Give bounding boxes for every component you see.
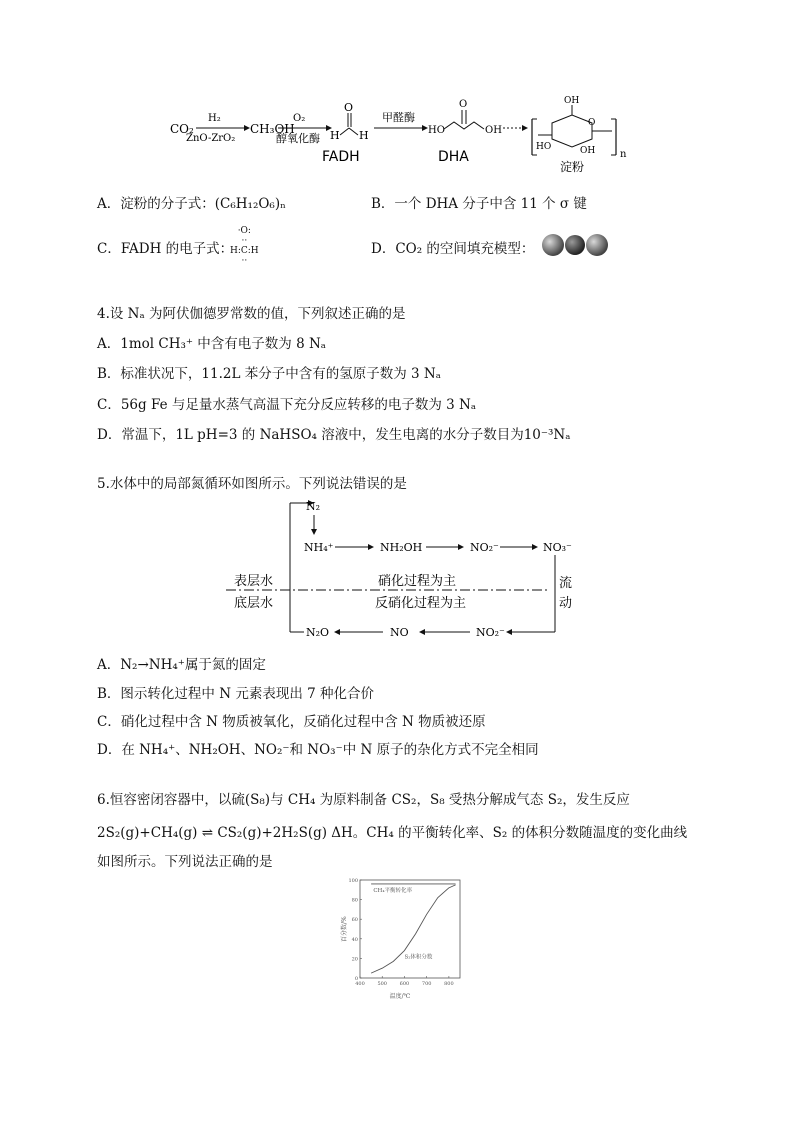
dha-label: DHA [438,149,469,165]
nitrification-label: 硝化过程为主 [378,574,457,589]
o2-label: O₂ [293,113,306,124]
q5-option-c: C．硝化过程中含 N 物质被氧化，反硝化过程中含 N 物质被还原 [97,714,486,730]
svg-text:OH: OH [564,96,580,106]
flow-label-2: 动 [559,596,573,611]
svg-text:OH: OH [580,146,596,156]
plot-frame [360,880,460,978]
x-tick-label: 700 [421,981,432,987]
q3-option-d: D．CO₂ 的空间填充模型： [371,241,535,257]
n2-top-label: N₂ [306,500,321,513]
no-label: NO [390,626,409,639]
svg-text:H: H [330,129,340,142]
q3-option-b: B．一个 DHA 分子中含 11 个 σ 键 [371,196,587,212]
co2-label: CO₂ [170,122,194,136]
n2o-label: N₂O [306,626,330,639]
x-tick-label: 800 [444,981,454,987]
svg-text:HO: HO [428,125,445,136]
svg-text:OH: OH [485,125,502,136]
x-tick-label: 600 [399,981,410,987]
q3-option-c: C．FADH 的电子式： [97,241,234,257]
q4-option-c: C．56g Fe 与足量水蒸气高温下充分反应转移的电子数为 3 Nₐ [97,397,477,413]
no2-top-label: NO₂⁻ [470,541,499,554]
catalyst-label: ZnO-ZrO₂ [186,133,236,144]
q6-line-3: 如图所示。下列说法正确的是 [97,854,273,870]
no2-bottom-label: NO₂⁻ [476,626,505,639]
fadh-label: FADH [322,149,360,165]
x-tick-label: 400 [355,981,365,987]
svg-text:O: O [588,118,596,128]
q4-stem: 4.设 Nₐ 为阿伏伽德罗常数的值，下列叙述正确的是 [97,306,406,322]
nh2oh-label: NH₂OH [380,541,423,554]
y-tick-label: 60 [351,917,358,924]
ch3oh-label: CH₃OH [250,122,295,136]
svg-text:n: n [620,149,627,160]
y-tick-label: 20 [351,956,358,963]
q5-option-d: D．在 NH₄⁺、NH₂OH、NO₂⁻和 NO₃⁻中 N 原子的杂化方式不完全相同 [97,742,539,758]
no3-top-label: NO₃⁻ [543,541,572,554]
y-tick-label: 100 [348,878,358,884]
svg-text:HO: HO [536,142,552,152]
y-tick-label: 40 [351,936,358,943]
legend-s2-fraction: S₂体积分数 [404,954,433,961]
co2-space-filling-model [540,232,610,258]
y-axis-label: 百分数/% [341,916,348,942]
q4-option-d: D．常温下，1L pH=3 的 NaHSO₄ 溶液中，发生电离的水分子数目为10⁻³Nₐ [97,427,571,443]
y-tick-label: 80 [351,897,358,904]
reaction-scheme [160,95,640,185]
q5-option-b: B．图示转化过程中 N 元素表现出 7 种化合价 [97,686,374,702]
temperature-chart [338,872,468,1002]
x-tick-label: 500 [377,981,387,987]
q5-stem: 5.水体中的局部氮循环如图所示。下列说法错误的是 [97,476,407,492]
h2-label: H₂ [208,113,221,124]
q5-option-a: A．N₂→NH₄⁺属于氮的固定 [97,657,266,673]
q6-line-2: 2S₂(g)+CH₄(g) ⇌ CS₂(g)+2H₂S(g) ΔH。CH₄ 的平衡转化率、S₂ 的体积分数随温度的变化曲线 [97,825,688,841]
svg-text:H: H [359,129,369,142]
q4-option-b: B．标准状况下，11.2L 苯分子中含有的氢原子数为 3 Nₐ [97,366,441,382]
q3-option-a: A．淀粉的分子式：(C₆H₁₂O₆)ₙ [97,196,286,212]
enzyme1-label: 醇氧化酶 [276,132,320,145]
nitrogen-cycle-diagram [220,493,590,643]
fadh-electron-formula: ·O: ·· H:C:H ·· [230,226,259,266]
starch-label: 淀粉 [560,160,585,174]
legend-ch4-conversion: CH₄平衡转化率 [373,887,413,894]
bottom-water-label: 底层水 [234,596,274,611]
x-axis-label: 温度/℃ [389,993,411,1000]
surface-water-label: 表层水 [234,574,274,589]
q6-line-1: 6.恒容密闭容器中，以硫(S₈)与 CH₄ 为原料制备 CS₂，S₈ 受热分解成气态 S₂，发生反应 [97,792,630,808]
denitrification-label: 反硝化过程为主 [375,596,467,611]
svg-text:O: O [459,99,468,110]
enzyme2-label: 甲醛酶 [382,111,415,124]
q4-option-a: A．1mol CH₃⁺ 中含有电子数为 8 Nₐ [97,336,326,352]
y-tick-label: 0 [354,976,358,982]
svg-text:O: O [344,101,354,114]
flow-label-1: 流 [559,576,573,591]
nh4-label: NH₄⁺ [304,541,334,554]
